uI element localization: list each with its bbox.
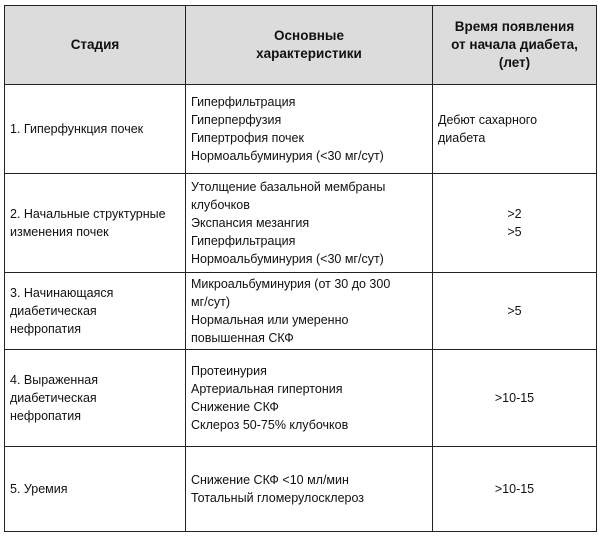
- stage-cell-line: нефропатия: [10, 322, 81, 336]
- header-characteristics-line: характеристики: [256, 46, 362, 61]
- stage-cell-line: диабетическая: [10, 391, 97, 405]
- onset-time-cell: [433, 85, 597, 174]
- onset-time-cell: [433, 174, 597, 273]
- table-header: [5, 6, 597, 85]
- header-characteristics-line: Основные: [274, 28, 344, 43]
- stage-cell: [5, 447, 186, 532]
- characteristics-cell: [186, 85, 433, 174]
- characteristics-cell-line: Тотальный гломерулосклероз: [191, 491, 365, 505]
- table-body: [5, 85, 597, 532]
- stage-cell-line: 3. Начинающаяся: [10, 286, 114, 300]
- onset-time-cell-line: >2: [507, 207, 522, 221]
- characteristics-cell-line: Гипертрофия почек: [191, 131, 304, 145]
- table-row: [5, 350, 597, 447]
- characteristics-cell: [186, 174, 433, 273]
- header-time-line: (лет): [498, 55, 531, 70]
- onset-time-cell-line: диабета: [438, 131, 486, 145]
- stage-cell-line: 2. Начальные структурные: [10, 207, 166, 221]
- characteristics-cell: [186, 273, 433, 350]
- header-characteristics: [186, 6, 433, 85]
- characteristics-cell: [186, 447, 433, 532]
- characteristics-cell-line: Гиперперфузия: [191, 113, 282, 127]
- header-row: [5, 6, 597, 85]
- table-row: [5, 273, 597, 350]
- characteristics-cell-line: повышенная СКФ: [191, 331, 294, 345]
- header-time-line: Время появления: [454, 19, 575, 34]
- table-row: [5, 85, 597, 174]
- stage-cell: [5, 85, 186, 174]
- onset-time-cell-line: >5: [507, 225, 522, 239]
- characteristics-cell-line: Экспансия мезангия: [191, 216, 310, 230]
- characteristics-cell-line: Гиперфильтрация: [191, 95, 296, 109]
- onset-time-cell: [433, 350, 597, 447]
- characteristics-cell-line: Нормоальбуминурия (<30 мг/сут): [191, 149, 384, 163]
- onset-time-cell-line: >5: [507, 304, 522, 318]
- characteristics-cell-line: Снижение СКФ: [191, 400, 279, 414]
- stage-cell: [5, 350, 186, 447]
- stage-cell: [5, 174, 186, 273]
- characteristics-cell-line: Протеинурия: [191, 364, 267, 378]
- table-row: [5, 174, 597, 273]
- header-time-line: от начала диабета,: [451, 37, 578, 52]
- characteristics-cell-line: Нормоальбуминурия (<30 мг/сут): [191, 252, 384, 266]
- document-page: [4, 5, 597, 532]
- characteristics-cell-line: клубочков: [191, 198, 250, 212]
- onset-time-cell-line: >10-15: [494, 391, 535, 405]
- header-onset-time: [433, 6, 597, 85]
- onset-time-cell-line: >10-15: [494, 482, 535, 496]
- characteristics-cell-line: Микроальбуминурия (от 30 до 300: [191, 277, 391, 291]
- characteristics-cell-line: Гиперфильтрация: [191, 234, 296, 248]
- characteristics-cell: [186, 350, 433, 447]
- stage-cell-line: изменения почек: [10, 225, 109, 239]
- characteristics-cell-line: Утолщение базальной мембраны: [191, 180, 386, 194]
- diabetic-nephropathy-stages-table: [4, 5, 597, 532]
- header-stage: Стадия: [5, 6, 186, 85]
- onset-time-cell: [433, 447, 597, 532]
- onset-time-cell-line: Дебют сахарного: [438, 113, 538, 127]
- characteristics-cell-line: Артериальная гипертония: [191, 382, 343, 396]
- stage-cell-line: 1. Гиперфункция почек: [10, 122, 144, 136]
- onset-time-cell: [433, 273, 597, 350]
- table-row: [5, 447, 597, 532]
- characteristics-cell-line: Склероз 50-75% клубочков: [191, 418, 349, 432]
- characteristics-cell-line: Снижение СКФ <10 мл/мин: [191, 473, 349, 487]
- stage-cell-line: нефропатия: [10, 409, 81, 423]
- stage-cell: [5, 273, 186, 350]
- stage-cell-line: 5. Уремия: [10, 482, 68, 496]
- characteristics-cell-line: Нормальная или умеренно: [191, 313, 349, 327]
- stage-cell-line: 4. Выраженная: [10, 373, 98, 387]
- characteristics-cell-line: мг/сут): [191, 295, 231, 309]
- stage-cell-line: диабетическая: [10, 304, 97, 318]
